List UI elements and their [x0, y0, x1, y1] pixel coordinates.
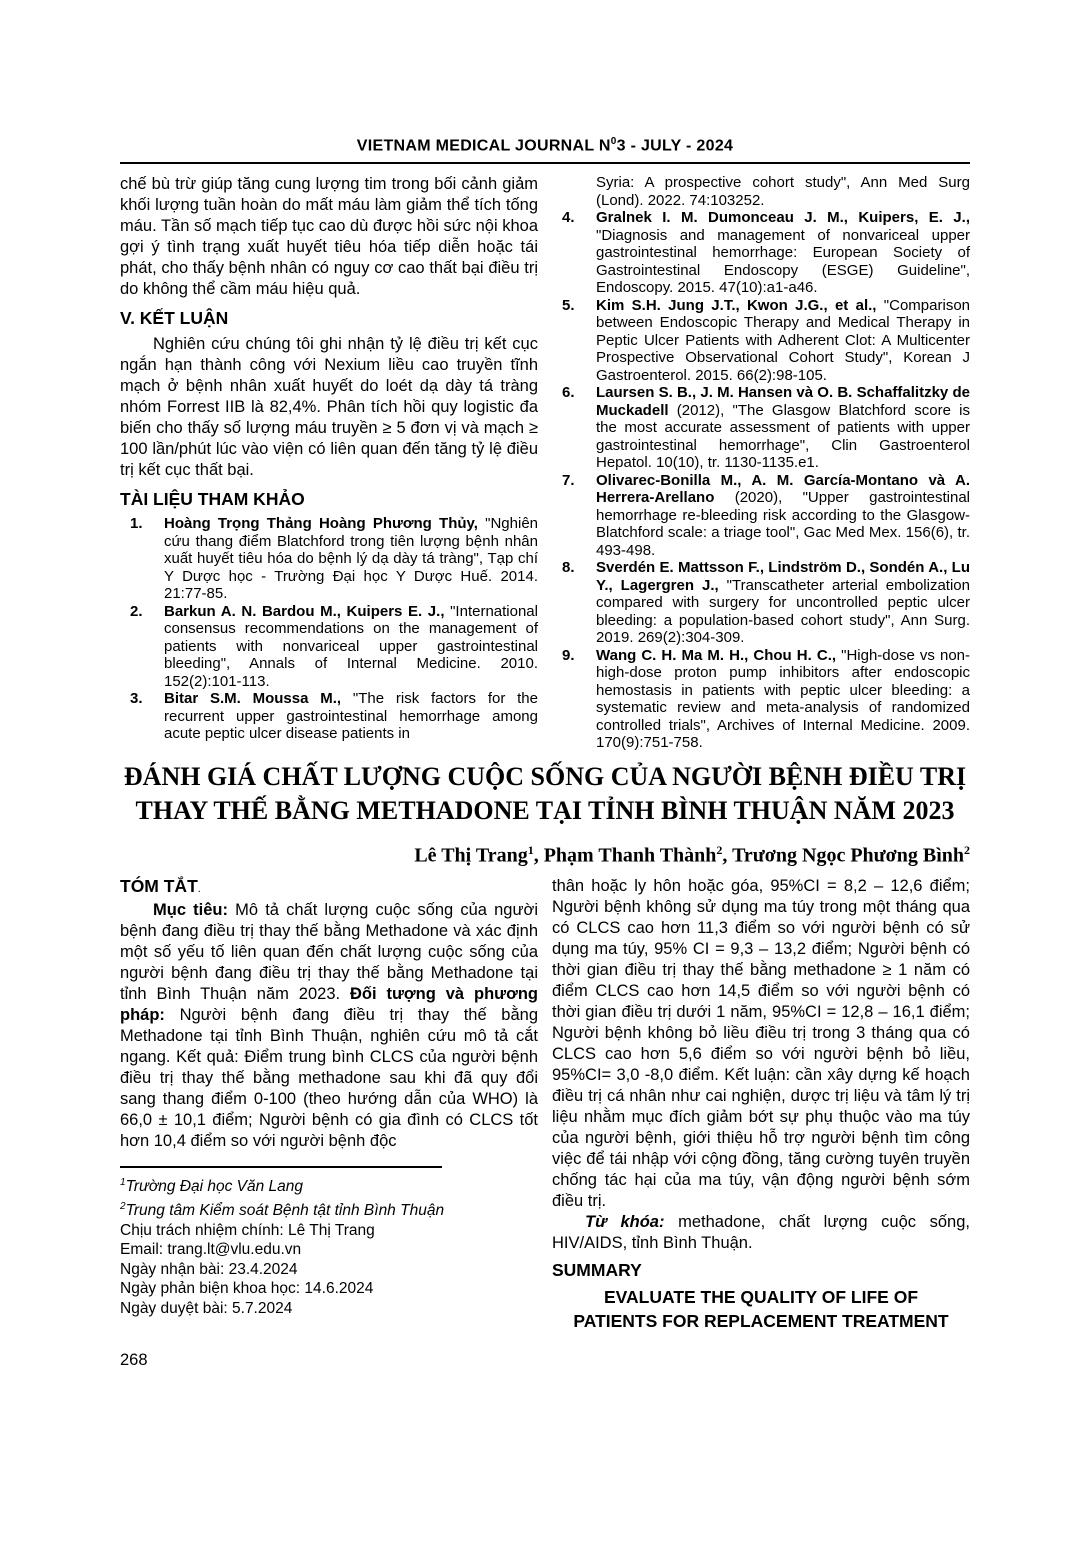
page-content: [120, 136, 970, 1370]
affiliation-2-text: Trung tâm Kiểm soát Bệnh tật tỉnh Bình Thuận: [125, 1202, 445, 1220]
intro-continuation-paragraph: chế bù trừ giúp tăng cung lượng tim trong bối cảnh giảm khối lượng tuần hoàn do mất máu làm giảm thể tích tống máu. Tần số mạch tiếp tục cao dù được hồi sức nội khoa gợi ý tình trạng xuất huyết tiêu hóa tiếp diễn hoặc tái phát, cho thấy bệnh nhân có nguy cơ cao thất bại điều trị do không thể cầm máu hiệu quả.: [120, 175, 538, 299]
reference-number: 7.: [562, 471, 575, 489]
objective-text: Mô tả chất lượng cuộc sống của người bệnh đang điều trị thay thế bằng Methadone và xác định một số yếu tố liên quan đến chất lượng cuộc sống của người bệnh đang điều trị thay thế bằng Methadone tại tỉnh Bình Thuận năm 2023.: [120, 901, 538, 1004]
reviewed-date-line: Ngày phản biện khoa học: 14.6.2024: [120, 1280, 374, 1298]
footnote-block: [120, 1166, 538, 1318]
reference-text: "International consensus recommendations on the management of patients with nonvariceal upper gastrointestinal bleeding", Annals of Internal Medicine. 2010. 152(2):101-113.: [164, 602, 538, 690]
summary-heading: SUMMARY: [552, 1260, 642, 1281]
reference-number: 9.: [562, 646, 575, 664]
references-list-right: [552, 174, 970, 752]
received-date-line: Ngày nhận bài: 23.4.2024: [120, 1260, 298, 1278]
objective-label: Mục tiêu:: [153, 901, 228, 920]
article-title: [120, 760, 970, 828]
english-title-line1: EVALUATE THE QUALITY OF LIFE OF: [603, 1287, 919, 1308]
keywords-label: Từ khóa:: [585, 1213, 665, 1232]
reference-text: "The risk factors for the recurrent upper gastrointestinal hemorrhage among acute peptic ulcer disease patients in: [164, 690, 538, 743]
author-name: Trương Ngọc Phương Bình: [732, 844, 964, 867]
author-name: Phạm Thanh Thành: [543, 844, 717, 867]
author-superscript: 2: [716, 842, 723, 857]
author-superscript: 2: [964, 842, 970, 857]
reference-authors: Barkun A. N. Bardou M., Kuipers E. J.,: [164, 602, 445, 620]
author-superscript: 1: [527, 842, 534, 857]
reference-item: [120, 603, 538, 691]
keywords-paragraph: [552, 1212, 970, 1254]
abstract-heading-text: TÓM TẮT: [120, 876, 198, 897]
journal-header-superscript: 0: [610, 136, 617, 147]
reference-item: [552, 297, 970, 385]
reference-text: (2012), "The Glasgow Blatchford score is the most accurate assessment of patients with upper gastrointestinal hemorrhage", Clin Gastroenterol Hepatol. 10(10), tr. 1130-1135.e1.: [596, 401, 970, 472]
article-title-line2: THAY THẾ BẰNG METHADONE TẠI TỈNH BÌNH THUẬN NĂM 2023: [135, 795, 955, 825]
reference-item: [552, 209, 970, 297]
author-name: Lê Thị Trang: [414, 844, 528, 867]
reference-number: 1.: [130, 515, 143, 533]
abstract-heading: [120, 876, 538, 897]
reference-authors: Gralnek I. M. Dumonceau J. M., Kuipers, E. J.,: [596, 209, 970, 227]
reference-item: [552, 384, 970, 472]
journal-header-text: VIETNAM MEDICAL JOURNAL N: [356, 137, 611, 155]
reference-text: "Nghiên cứu thang điểm Blatchford trong tiên lượng bệnh nhân xuất huyết tiêu hóa do bệnh lý dạ dày tá tràng", Tạp chí Y Dược học - Trường Đại học Y Dược Huế. 2014. 21:77-85.: [164, 515, 539, 603]
reference-text: "Transcatheter arterial embolization compared with surgery for uncontrolled peptic ulcer bleeding: a population-based cohort study", Ann Surg. 2019. 269(2):304-309.: [596, 576, 970, 647]
reference-number: 4.: [562, 209, 575, 227]
abstract-heading-dot: .: [197, 883, 201, 896]
english-title: [552, 1285, 970, 1333]
article1-left-column: [120, 174, 538, 752]
reference-item: [120, 515, 538, 603]
reference-number: 5.: [562, 296, 575, 314]
reference-number: 2.: [130, 602, 143, 620]
reference-authors: Laursen S. B., J. M. Hansen và O. B. Schaffalitzky de Muckadell: [596, 384, 970, 419]
article1-columns: [120, 174, 970, 752]
keywords-text: methadone, chất lượng cuộc sống, HIV/AIDS, tỉnh Bình Thuận.: [552, 1213, 970, 1253]
reference-text: "Comparison between Endoscopic Therapy and Medical Therapy in Peptic Ulcer Patients with Adherent Clot: A Multicenter Prospective Observational Cohort Study", Korean J Gastroenterol. 2015. 66(2):98-105.: [596, 296, 970, 384]
reference-authors: Sverdén E. Mattsson F., Lindström D., Sondén A., Lu Y., Lagergren J.,: [596, 559, 970, 594]
reference-continuation: Syria: A prospective cohort study", Ann Med Surg (Lond). 2022. 74:103252.: [596, 174, 970, 209]
article1-right-column: [552, 174, 970, 752]
journal-header-suffix: 3 - JULY - 2024: [616, 137, 734, 155]
methods-label: Đối tượng và phương pháp:: [120, 985, 538, 1025]
affiliation-2: [120, 1197, 538, 1221]
references-list-left: [120, 515, 538, 743]
responsible-author-line: Chịu trách nhiệm chính: Lê Thị Trang: [120, 1221, 375, 1239]
reference-number: 8.: [562, 559, 575, 577]
reference-authors: Olivarec-Bonilla M., A. M. García-Montano và A. Herrera-Arellano: [596, 471, 970, 507]
article2-right-column: [552, 876, 970, 1333]
reference-text: "High-dose vs non-high-dose proton pump inhibitors after endoscopic hemostasis in patients with peptic ulcer bleeding: a systematic review and meta-analysis of randomized controlled trials", Archives of Internal Medicine. 2009. 170(9):751-758.: [596, 646, 970, 752]
affiliation-1: [120, 1173, 538, 1197]
affiliation-2-superscript: 2: [120, 1201, 126, 1213]
reference-authors: Hoàng Trọng Thảng Hoàng Phương Thủy,: [164, 515, 478, 533]
email-line: Email: trang.lt@vlu.edu.vn: [120, 1241, 302, 1259]
reference-item: [552, 559, 970, 647]
affiliation-1-superscript: 1: [120, 1177, 126, 1189]
journal-header: [120, 136, 970, 164]
footnote-separator: [120, 1166, 442, 1173]
reference-authors: Bitar S.M. Moussa M.,: [164, 690, 342, 708]
reference-authors: Kim S.H. Jung J.T., Kwon J.G., et al.,: [596, 296, 877, 314]
reference-item: [552, 647, 970, 752]
page-number: 268: [120, 1351, 148, 1370]
reference-authors: Wang C. H. Ma M. H., Chou H. C.,: [596, 646, 837, 664]
references-heading: TÀI LIỆU THAM KHẢO: [120, 489, 305, 510]
reference-text: "Diagnosis and management of nonvariceal upper gastrointestinal hemorrhage: European Society of Gastrointestinal Endoscopy (ESGE) Guideline", Endoscopy. 2015. 47(10):a1-a46.: [596, 226, 970, 297]
reference-number: 3.: [130, 690, 143, 708]
affiliation-1-text: Trường Đại học Văn Lang: [125, 1178, 304, 1196]
methods-text: Người bệnh đang điều trị thay thế bằng Methadone tại tỉnh Bình Thuận, nghiên cứu mô tả cắt ngang. Kết quả: Điểm trung bình CLCS của người bệnh điều trị thay thế bằng methadone sau khi đã quy đổi sang thang điểm 0-100 (theo hướng dẫn của WHO) là 66,0 ± 10,1 điểm; Người bệnh có gia đình có CLCS tốt hơn 10,4 điểm so với người bệnh độc: [120, 1006, 538, 1151]
abstract-continuation: thân hoặc ly hôn hoặc góa, 95%CI = 8,2 – 12,6 điểm; Người bệnh không sử dụng ma túy trong một tháng qua có CLCS cao hơn 11,3 điểm so với người bệnh có sử dụng ma túy, 95% CI = 9,3 – 13,2 điểm; Người bệnh có thời gian điều trị thay thế bằng methadone ≥ 1 năm có điểm CLCS cao hơn 14,5 điểm so với người bệnh có thời gian điều trị dưới 1 năm, 95%CI = 12,8 – 16,1 điểm; Người bệnh không bỏ liều điều trị trong 3 tháng qua có CLCS cao hơn 5,6 điểm so với người bệnh bỏ liều, 95%CI= 3,0 -8,0 điểm. Kết luận: cần xây dựng kế hoạch điều trị cá nhân như cai nghiện, dược trị liệu và tâm lý trị liệu nhằm mục đích giảm bớt sự phụ thuộc vào ma túy của người bệnh, giới thiệu hỗ trợ người bệnh tìm công việc để tái nhập với cộng đồng, tăng cường tuyên truyền chống tác hại của ma túy, vận động người bệnh sớm điều trị.: [552, 877, 970, 1211]
reference-item: [552, 472, 970, 560]
reference-number: 6.: [562, 384, 575, 402]
article-title-line1: ĐÁNH GIÁ CHẤT LƯỢNG CUỘC SỐNG CỦA NGƯỜI BỆNH ĐIỀU TRỊ: [123, 761, 967, 791]
reference-item: [120, 690, 538, 743]
author-separator: ,: [533, 844, 544, 867]
article2-left-column: [120, 876, 538, 1333]
reference-text: (2020), "Upper gastrointestinal hemorrhage re-bleeding risk according to the Glasgow-Blatchford scale: a triage tool", Gac Med Mex. 156(6), tr. 493-498.: [596, 489, 970, 559]
accepted-date-line: Ngày duyệt bài: 5.7.2024: [120, 1299, 293, 1317]
conclusion-paragraph: Nghiên cứu chúng tôi ghi nhận tỷ lệ điều trị kết cục ngắn hạn thành công với Nexium liều cao truyền tĩnh mạch ở bệnh nhân xuất huyết do loét dạ dày tá tràng nhóm Forrest IIB là 82,4%. Phân tích hồi quy logistic đa biến cho thấy số lượng máu truyền ≥ 5 đơn vị và mạch ≥ 100 lần/phút lúc vào viện có liên quan đến tăng tỷ lệ điều trị kết cục thất bại.: [120, 335, 538, 480]
conclusion-heading: V. KẾT LUẬN: [120, 308, 229, 329]
article-authors: [120, 837, 970, 869]
author-separator: ,: [722, 844, 733, 867]
abstract-paragraph: [120, 900, 538, 1152]
english-title-line2: PATIENTS FOR REPLACEMENT TREATMENT: [573, 1311, 949, 1332]
article2-columns: [120, 876, 970, 1333]
